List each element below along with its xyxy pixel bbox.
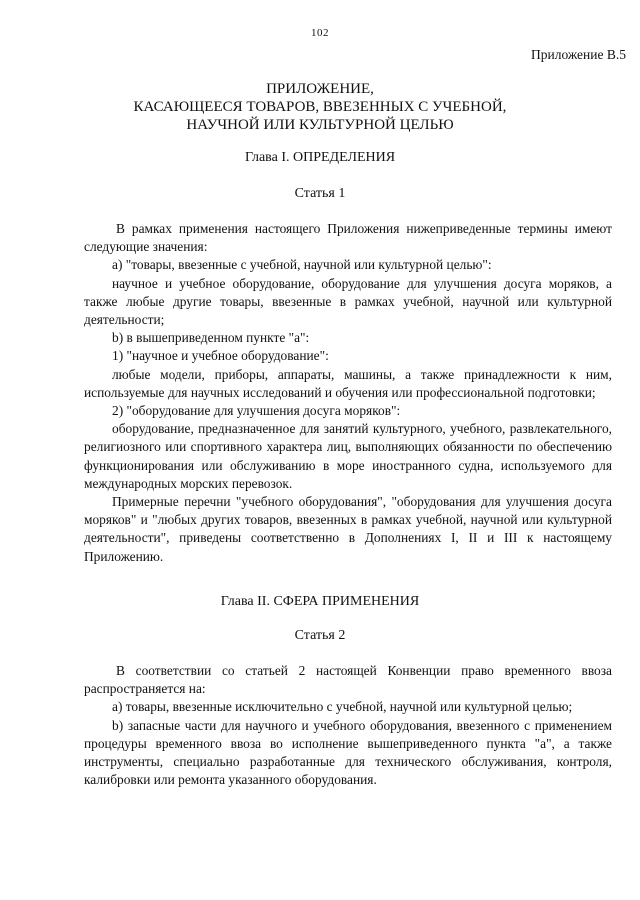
paragraph: Примерные перечни "учебного оборудования", "оборудования для улучшения досуга моряков" и "любых других товаров, ввезенных в рамках учебной, научной или культурной деятельности", приведены соответственно в Дополнениях I, II и III к настоящему Приложению.: [84, 494, 612, 564]
paragraph: a) товары, ввезенные исключительно с учебной, научной или культурной целью;: [112, 699, 573, 715]
paragraph: b) в вышеприведенном пункте "a":: [112, 330, 310, 346]
paragraph: a) "товары, ввезенные с учебной, научной или культурной целью":: [112, 257, 492, 273]
chapter-2-heading: Глава II. СФЕРА ПРИМЕНЕНИЯ: [220, 594, 420, 609]
article-1-heading: Статья 1: [294, 186, 346, 201]
paragraph: В рамках применения настоящего Приложения нижеприведенные термины имеют следующие значения:: [84, 221, 612, 255]
paragraph: 2) "оборудование для улучшения досуга моряков":: [112, 403, 401, 419]
page-number: 102: [311, 27, 329, 39]
paragraph: b) запасные части для научного и учебного оборудования, ввезенного с применением процедуры временного ввоза во исполнение вышеприведенного пункта "a", а также инструменты, специально разработанные для технического обслуживания, контроля, калибровки или ремонта указанного оборудования.: [84, 717, 612, 788]
annex-reference: Приложение B.5: [531, 47, 626, 62]
article-2-heading: Статья 2: [294, 628, 346, 643]
title-line-1: ПРИЛОЖЕНИЕ,: [266, 81, 374, 97]
article-2-body: [84, 662, 612, 789]
paragraph: 1) "научное и учебное оборудование":: [112, 348, 329, 364]
paragraph: оборудование, предназначенное для занятий культурного, учебного, развлекательного, религиозного или спортивного характера лиц, выполняющих обязанности по обеспечению функционирования или обслуживанию в море иностранного судна, используемого для международных морских перевозок.: [84, 421, 612, 491]
chapter-1-heading: Глава I. ОПРЕДЕЛЕНИЯ: [244, 150, 396, 165]
title-line-3: НАУЧНОЙ ИЛИ КУЛЬТУРНОЙ ЦЕЛЬЮ: [186, 117, 454, 133]
annex-title: [0, 80, 640, 134]
title-line-2: КАСАЮЩЕЕСЯ ТОВАРОВ, ВВЕЗЕННЫХ С УЧЕБНОЙ,: [133, 99, 507, 115]
paragraph: научное и учебное оборудование, оборудование для улучшения досуга моряков, а также любые другие товары, ввезенные в рамках учебной, научной или культурной деятельности;: [84, 275, 612, 328]
paragraph: любые модели, приборы, аппараты, машины, а также принадлежности к ним, используемые для научных исследований и обучения или профессиональной подготовки;: [84, 366, 612, 400]
paragraph: В соответствии со статьей 2 настоящей Конвенции право временного ввоза распространяется на:: [84, 663, 612, 697]
article-1-body: [84, 220, 612, 566]
